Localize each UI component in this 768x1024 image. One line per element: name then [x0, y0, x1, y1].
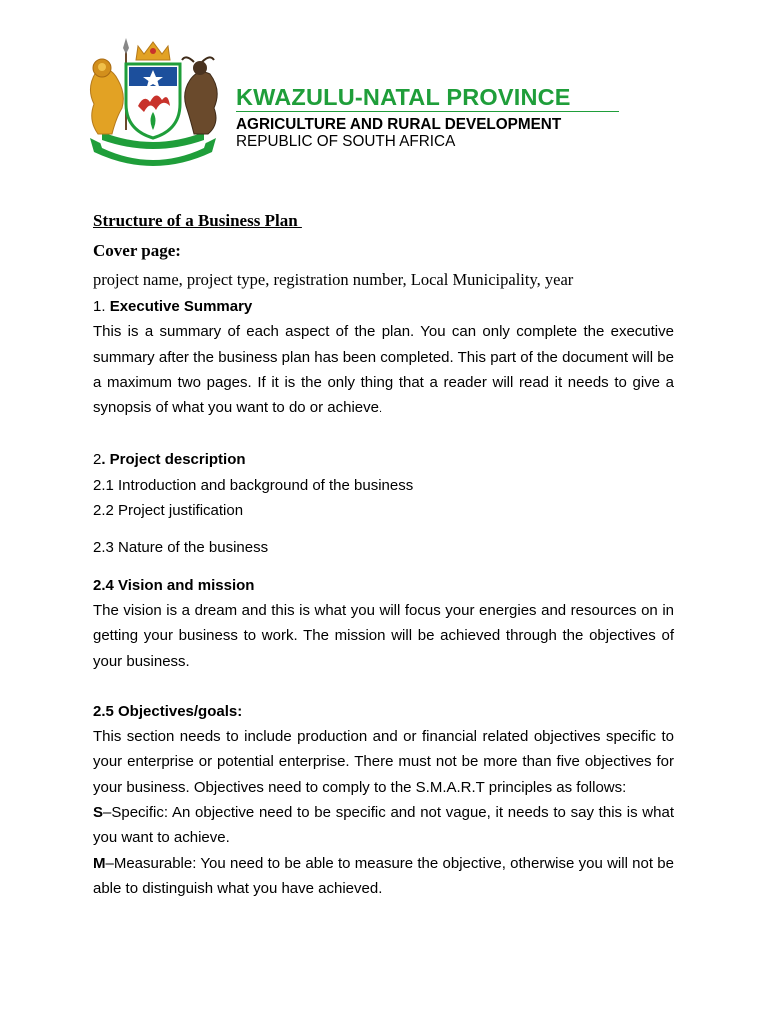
smart-measurable-paragraph [93, 851, 674, 902]
vision-mission-heading: 2.4 Vision and mission [93, 576, 255, 594]
section-1-heading [93, 294, 674, 319]
document-body [93, 210, 674, 901]
organization-name: KWAZULU-NATAL PROVINCE [236, 84, 571, 110]
country-name: REPUBLIC OF SOUTH AFRICA [236, 133, 456, 150]
smart-specific-paragraph [93, 800, 674, 851]
letterhead [80, 34, 640, 166]
executive-summary-paragraph [93, 319, 674, 422]
section-title: . Project description [101, 451, 246, 469]
smart-letter: S [93, 804, 104, 822]
objectives-paragraph: This section needs to include production and or financial related objectives specific to your enterprise or potential enterprise. There must not be more than five objectives for your business. Objectives need to comply to the S.M.A.R.T principles as follows: [93, 728, 674, 796]
smart-text: –Measurable: You need to be able to measure the objective, otherwise you will not be able to distinguish what you have achieved. [93, 854, 674, 897]
section-2-heading [93, 447, 674, 472]
smart-text: –Specific: An objective need to be specific and not vague, it needs to say this is what you want to achieve. [93, 804, 674, 847]
provincial-coat-of-arms-icon [82, 34, 224, 166]
cover-page-fields: project name, project type, registration number, Local Municipality, year [93, 270, 574, 289]
department-name: AGRICULTURE AND RURAL DEVELOPMENT [236, 116, 562, 133]
smart-letter: M [93, 854, 106, 872]
document-title: Structure of a Business Plan [93, 211, 302, 230]
section-title: Executive Summary [109, 298, 253, 315]
organization-block [236, 84, 619, 150]
subsection-2-2: 2.2 Project justification [93, 502, 244, 520]
vision-mission-paragraph: The vision is a dream and this is what you will focus your energies and resources on in getting your business to work. The mission will be achieved through the objectives of your business. [93, 601, 674, 670]
cover-page-heading: Cover page: [93, 241, 181, 260]
paragraph-text: This is a summary of each aspect of the plan. You can only complete the executive summary after the business plan has been completed. This part of the document will be a maximum two pages. If it is the only thing that a reader will read it needs to give a synopsis of what you want to do or achieve [93, 323, 674, 417]
section-number: 1. [93, 298, 110, 315]
section-number: 2 [93, 451, 102, 469]
objectives-heading: 2.5 Objectives/goals: [93, 702, 243, 720]
organization-divider [236, 111, 619, 112]
subsection-2-1: 2.1 Introduction and background of the business [93, 476, 414, 494]
paragraph-end: . [379, 403, 383, 416]
subsection-2-3: 2.3 Nature of the business [93, 539, 269, 557]
